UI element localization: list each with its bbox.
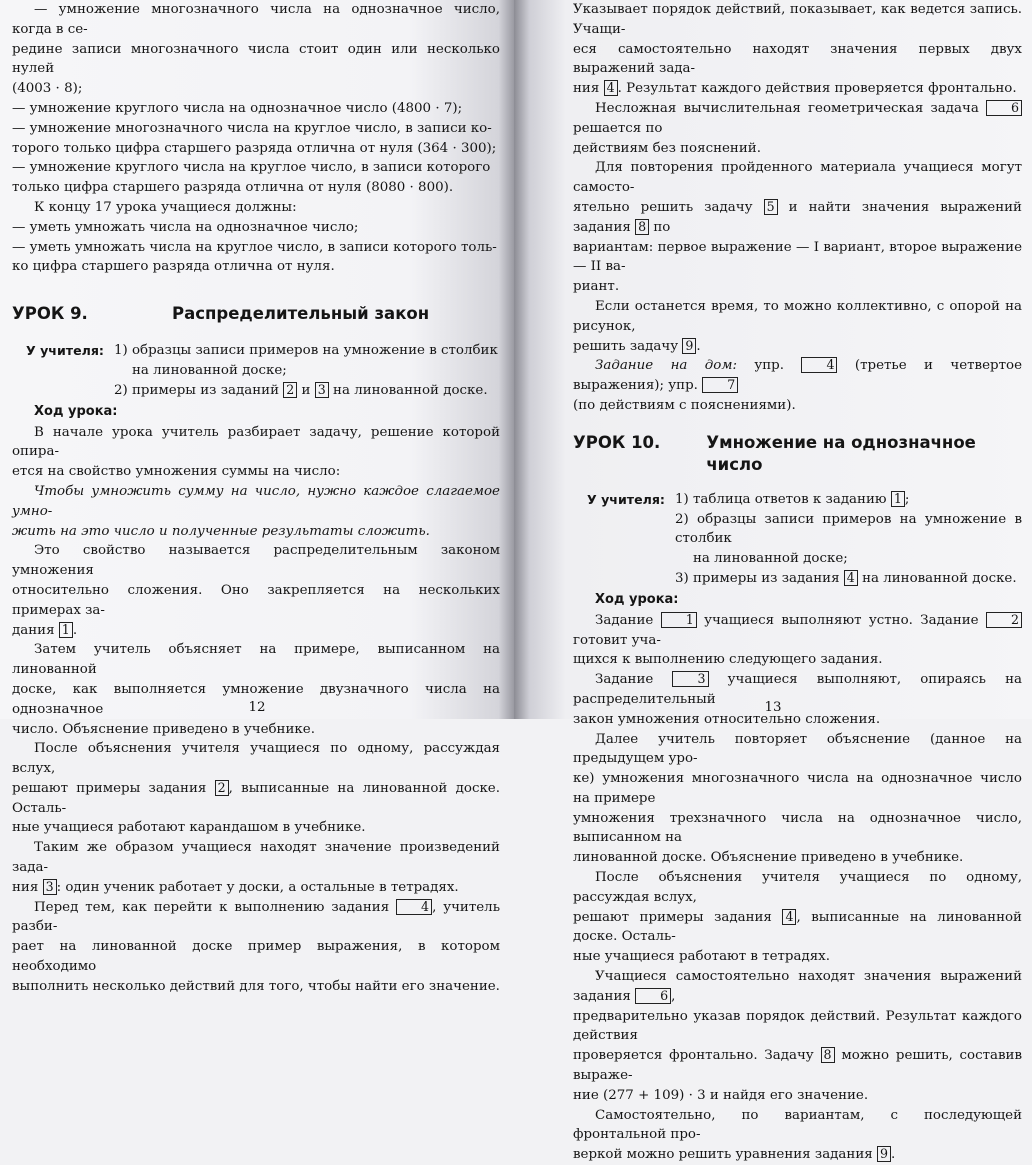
course-label: Ход урока:	[34, 403, 118, 419]
text-line: Далее учитель повторяет объяснение (данное на предыдущем уро-	[573, 731, 1022, 767]
task-number-box: 2	[215, 780, 229, 796]
text-line: Если останется время, то можно коллективно, с опорой на рисунок,	[573, 298, 1022, 334]
text-line: После объяснения учителя учащиеся по одному, рассуждая вслух,	[573, 870, 1022, 905]
task-number-box: 3	[672, 671, 708, 687]
text-line: Задание 1 учащиеся выполняют устно. Задание 2 готовит уча-	[573, 611, 1022, 651]
text-line: Это свойство называется распределительным законом умножения	[12, 543, 500, 579]
text-line: торого только цифра старшего разряда отлична от нуля (364 · 300);	[12, 140, 497, 156]
rule-text: Чтобы умножить сумму на число, нужно каждое слагаемое умно-	[12, 483, 500, 519]
text-line: — уметь умножать числа на однозначное число;	[12, 219, 359, 235]
text-line: ятельно решить задачу 5 и найти значения выражений задания 8 по	[573, 198, 1022, 235]
lesson-number: УРОК 9.	[12, 304, 88, 324]
task-number-box: 8	[821, 1047, 835, 1063]
rule-text: жить на это число и полученные результаты сложить.	[12, 523, 430, 539]
text-line: вариантам: первое выражение — I вариант, второе выражение — II ва-	[573, 239, 1022, 275]
text-line: К концу 17 урока учащиеся должны:	[34, 199, 297, 215]
text-line: относительно сложения. Оно закрепляется на нескольких примерах за-	[12, 582, 500, 618]
text-line: ные учащиеся работают карандашом в учебнике.	[12, 820, 366, 836]
task-number-box: 2	[283, 382, 297, 398]
text-line: ные учащиеся работают в тетрадях.	[573, 949, 830, 965]
text-line: — умножение многозначного числа на круглое число, в записи ко-	[12, 120, 492, 136]
task-number-box: 3	[315, 382, 329, 398]
task-number-box: 4	[801, 357, 837, 373]
task-number-box: 1	[59, 622, 73, 638]
text-line: ние (277 + 109) · 3 и найдя его значение.	[573, 1087, 869, 1103]
text-line: (4003 · 8);	[12, 81, 83, 97]
task-number-box: 4	[782, 909, 796, 925]
text-line: рает на линованной доске пример выражения, в котором необходимо	[12, 939, 500, 975]
text-line: — умножение круглого числа на однозначное число (4800 · 7);	[12, 100, 463, 116]
text-line: Учащиеся самостоятельно находят значения выражений задания 6 ,	[573, 969, 1022, 1004]
teacher-label: У учителя:	[587, 491, 665, 507]
text-line: Таким же образом учащиеся находят значение произведений зада-	[12, 840, 500, 876]
task-number-box: 5	[764, 199, 778, 215]
task-number-box: 6	[986, 100, 1022, 116]
left-page	[0, 0, 514, 994]
text-line: веркой можно решить уравнения задания 9 .	[573, 1146, 896, 1163]
text-line: еся самостоятельно находят значения первых двух выражений зада-	[573, 41, 1022, 77]
task-number-box: 2	[986, 612, 1022, 628]
lesson-topic: Умножение на однозначное число	[706, 432, 976, 474]
left-intro-list	[12, 0, 500, 198]
text-line: число. Объяснение приведено в учебнике.	[12, 721, 315, 737]
text-line: проверяется фронтально. Задачу 8 можно решить, составив выраже-	[573, 1047, 1022, 1084]
lesson-10-heading	[573, 432, 1022, 476]
task-number-box: 4	[604, 80, 618, 96]
text-line: ния 3 : один ученик работает у доски, а остальные в тетрадях.	[12, 878, 459, 895]
text-line: ния 4 . Результат каждого действия проверяется фронтально.	[573, 80, 1017, 97]
task-number-box: 4	[844, 570, 858, 586]
lesson-topic: Распределительный закон	[172, 304, 430, 324]
text-line: дания 1 .	[12, 621, 78, 638]
text-line: Задание 3 учащиеся выполняют, опираясь на распределительный	[573, 671, 1022, 707]
text-line: действиям без пояснений.	[573, 140, 761, 156]
task-number-box: 8	[635, 219, 649, 235]
text-line: После объяснения учителя учащиеся по одному, рассуждая вслух,	[12, 741, 500, 777]
task-number-box: 1	[891, 491, 905, 507]
text-line: — уметь умножать числа на круглое число, в записи которого толь-	[12, 239, 497, 255]
task-number-box: 9	[877, 1146, 891, 1162]
text-line: линованной доске. Объяснение приведено в учебнике.	[573, 850, 964, 866]
task-number-box: 6	[635, 988, 671, 1004]
homework-line: Задание на дом: упр. 4 (третье и четвертое выражения); упр. 7	[573, 357, 1022, 394]
text-line: — умножение многозначного числа на однозначное число, когда в се-	[12, 2, 500, 37]
text-line: на линованной доске;	[692, 551, 848, 567]
text-line: решить задачу 9 .	[573, 337, 701, 354]
text-line: доске, как выполняется умножение двузначного числа на однозначное	[12, 681, 500, 717]
lesson-9-heading	[12, 303, 500, 325]
text-line: Самостоятельно, по вариантам, с последующей фронтальной про-	[573, 1107, 1022, 1143]
course-label: Ход урока:	[595, 591, 679, 607]
homework-label: Задание на дом:	[595, 358, 737, 374]
text-line: Для повторения пройденного материала учащиеся могут самосто-	[573, 160, 1022, 196]
right-page	[514, 0, 1032, 1163]
page-number: 13	[764, 700, 782, 715]
text-line: риант.	[573, 279, 620, 295]
text-line: ко цифра старшего разряда отлична от нуля.	[12, 259, 335, 275]
teacher-materials	[573, 490, 1022, 589]
text-line: 3) примеры из задания 4 на линованной доске.	[674, 569, 1017, 586]
task-number-box: 1	[661, 612, 697, 628]
text-line: Указывает порядок действий, показывает, как ведется запись. Учащи-	[573, 2, 1022, 37]
text-line: предварительно указав порядок действий. Результат каждого действия	[573, 1008, 1022, 1044]
teacher-materials	[12, 341, 500, 400]
text-line: ется на свойство умножения суммы на число:	[12, 464, 341, 480]
text-line: 1) таблица ответов к заданию 1 ;	[674, 490, 910, 507]
text-line: Несложная вычислительная геометрическая задача 6 решается по	[573, 99, 1022, 139]
text-line: 1) образцы записи примеров на умножение в столбик	[113, 343, 498, 359]
text-line: Перед тем, как перейти к выполнению задания 4 , учитель разби-	[12, 898, 500, 935]
text-line: выполнить несколько действий для того, чтобы найти его значение.	[12, 978, 500, 994]
text-line: ке) умножения многозначного числа на однозначное число на примере	[573, 771, 1022, 806]
teacher-label: У учителя:	[26, 343, 104, 359]
task-number-box: 7	[702, 377, 738, 393]
text-line: Затем учитель объясняет на примере, выписанном на линованной	[12, 642, 500, 678]
task-number-box: 9	[682, 338, 696, 354]
text-line: (по действиям с пояснениями).	[573, 397, 796, 413]
text-line: 2) примеры из заданий 2 и 3 на линованной доске.	[113, 381, 488, 398]
lesson-number: УРОК 10.	[573, 432, 661, 452]
text-line: умножения трехзначного числа на однозначное число, выписанном на	[573, 810, 1022, 846]
text-line: закон умножения относительно сложения.	[573, 711, 881, 727]
task-number-box: 4	[396, 899, 432, 915]
text-line: на линованной доске;	[131, 362, 287, 378]
text-line: щихся к выполнению следующего задания.	[573, 652, 883, 668]
text-line: решают примеры задания 2 , выписанные на линованной доске. Осталь-	[12, 779, 500, 816]
text-line: В начале урока учитель разбирает задачу, решение которой опира-	[12, 424, 500, 460]
text-line: 2) образцы записи примеров на умножение в столбик	[674, 511, 1022, 547]
text-line: редине записи многозначного числа стоит один или несколько нулей	[12, 41, 500, 77]
task-number-box: 3	[43, 879, 57, 895]
text-line: только цифра старшего разряда отлична от нуля (8080 · 800).	[12, 180, 454, 196]
page-number: 12	[248, 700, 266, 715]
text-line: решают примеры задания 4 , выписанные на линованной доске. Осталь-	[573, 908, 1022, 945]
text-line: — умножение круглого числа на круглое число, в записи которого	[12, 160, 491, 176]
